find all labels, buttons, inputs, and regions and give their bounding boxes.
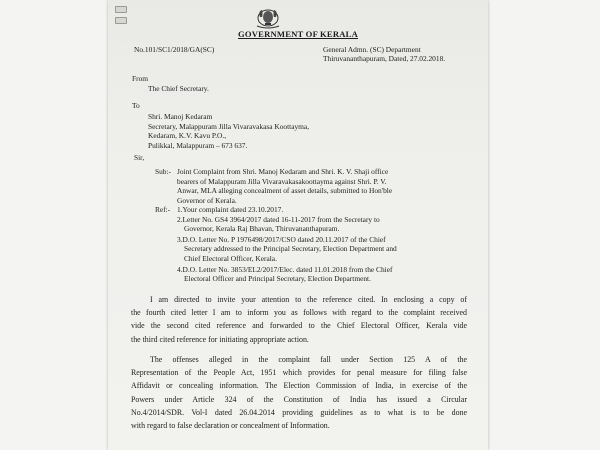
reference-item: 4.D.O. Letter No. 3853/EL2/2017/Elec. dated 11.01.2018 from the Chief Electoral Officer and Principal Secretary, Election Department. [177,265,393,284]
address-line: Shri. Manoj Kedaram [148,112,213,121]
background-left [0,0,108,450]
letter-page [108,0,488,450]
subject-label: Sub:- [155,167,172,176]
punch-hole [115,6,127,13]
place-and-date: Thiruvananthapuram, Dated, 27.02.2018. [323,54,446,63]
reference-item: 3.D.O. Letter No. P 1976498/2017/CSO dated 20.11.2017 of the Chief Secretary addressed to the Principal Secretary, Election Department and Chief Electoral Officer, Kerala. [177,235,397,263]
department-name: General Admn. (SC) Department [323,45,421,54]
order-number: No.101/SC1/2018/GA(SC) [134,45,215,54]
reference-item: 2.Letter No. GS4 3964/2017 dated 16-11-2017 from the Secretary to Governor, Kerala Raj Bhavan, Thiruvananthapuram. [177,215,380,234]
from-name: The Chief Secretary. [148,84,209,93]
recipient-address [148,112,408,150]
salutation: Sir, [134,153,145,162]
background-right [488,0,600,450]
subject-line: Joint Complaint from Shri. Manoj Kedaram and Shri. K. V. Shaji office [177,167,389,176]
subject-line: Anwar, MLA alleging concealment of asset details, submitted to Hon'ble [177,186,393,196]
kerala-emblem-icon [253,7,283,29]
subject-line: bearers of Malappuram Jilla Vivaravakasakoottayma against Shri. P. V. [177,176,387,186]
government-title: GOVERNMENT OF KERALA [237,29,359,39]
reference-item: 1.Your complaint dated 23.10.2017. [177,205,284,214]
body-paragraph-1: I am directed to invite your attention to the reference cited. In enclosing a copy of the fourth cited letter I am to inform you as follows with regard to the complaint received vide the second cited reference and forwarded to the Chief Electoral Officer, Kerala vide the third cited reference for initiating appropriate action. [131,295,467,344]
address-line: Kedaram, K.V. Kavu P.O., [148,131,227,141]
body-paragraph-2: The offenses alleged in the complaint fall under Section 125 A of the Representation of the People Act, 1951 which provides for penal measure for filing false Affidavit or concealing information. The Election Commission of India, in exercise of the Powers under Article 324 of the Constitution of India has issued a Circular No.4/2014/SDR. Vol-I dated 26.04.2014 providing guidelines as to what is to be done with regard to false declaration or concealment of Information. [131,355,467,431]
to-label: To [132,101,140,110]
address-line: Secretary, Malappuram Jilla Vivaravakasa Koottayma, [148,121,310,131]
subject-line: Governor of Kerala. [177,195,237,205]
reference-label: Ref:- [155,205,171,214]
from-label: From [132,74,149,83]
subject-text [177,167,459,205]
punch-hole [115,17,127,24]
address-line: Pulikkal, Malappuram – 673 637. [148,140,248,150]
